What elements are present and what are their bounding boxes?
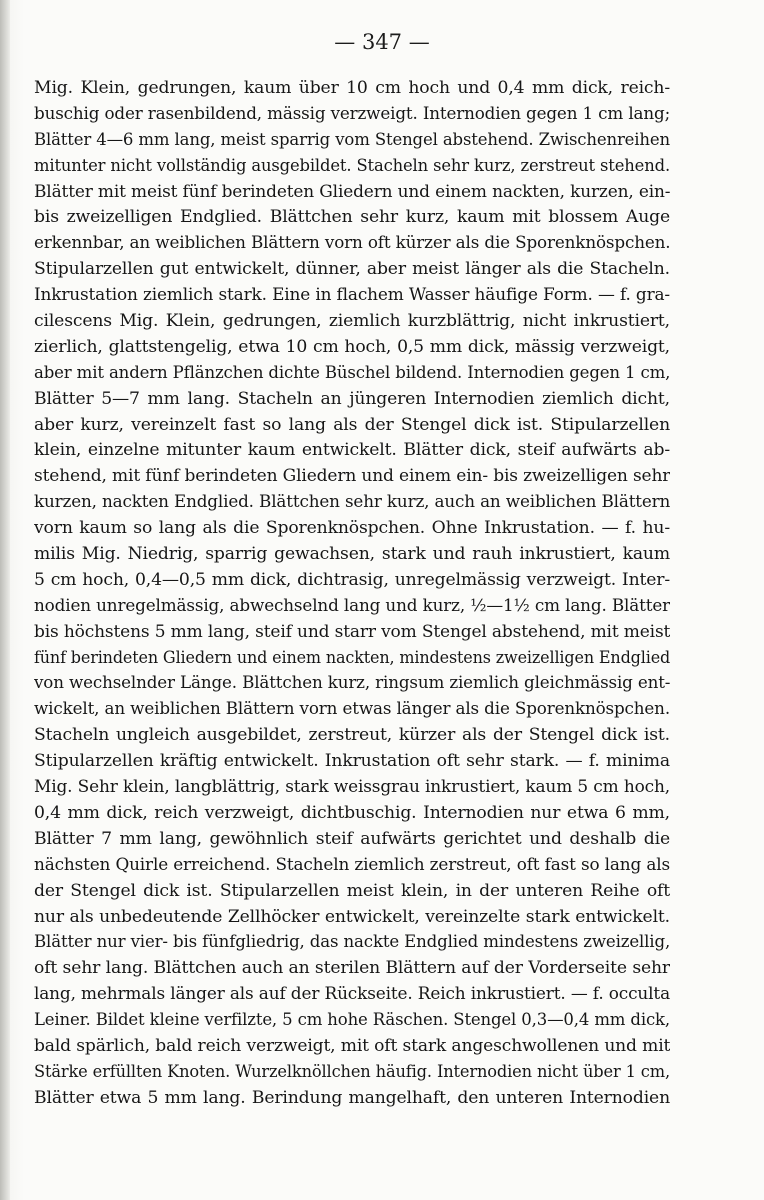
text-line: milis Mig. Niedrig, sparrig gewachsen, stark und rauh inkrustiert, kaum <box>34 544 670 565</box>
text-line: lang, mehrmals länger als auf der Rückseite. Reich inkrustiert. — f. occulta <box>34 984 670 1005</box>
text-line: oft sehr lang. Blättchen auch an sterilen Blättern auf der Vorderseite sehr <box>34 958 670 979</box>
text-line: nur als unbedeutende Zellhöcker entwickelt, vereinzelte stark entwickelt. <box>34 906 670 927</box>
text-line: aber mit andern Pflänzchen dichte Büschel bildend. Internodien gegen 1 cm, <box>34 362 670 383</box>
text-line: 5 cm hoch, 0,4—0,5 mm dick, dichtrasig, unregelmässig verzweigt. Inter- <box>34 569 670 590</box>
text-line: zierlich, glattstengelig, etwa 10 cm hoch, 0,5 mm dick, mässig verzweigt, <box>34 336 670 357</box>
text-line: buschig oder rasenbildend, mässig verzweigt. Internodien gegen 1 cm lang; <box>34 103 670 124</box>
page-number: — 347 — <box>334 30 430 54</box>
text-line: von wechselnder Länge. Blättchen kurz, ringsum ziemlich gleichmässig ent- <box>34 673 670 694</box>
text-line: Blätter nur vier- bis fünfgliedrig, das nackte Endglied mindestens zweizellig, <box>34 932 670 953</box>
text-line: Stacheln ungleich ausgebildet, zerstreut, kürzer als der Stengel dick ist. <box>34 725 670 746</box>
text-line: 0,4 mm dick, reich verzweigt, dichtbuschig. Internodien nur etwa 6 mm, <box>34 802 670 823</box>
text-line: wickelt, an weiblichen Blättern vorn etwas länger als die Sporenknöspchen. <box>34 699 670 720</box>
text-line: nodien unregelmässig, abwechselnd lang und kurz, ½—1½ cm lang. Blätter <box>34 595 670 616</box>
text-line: bis höchstens 5 mm lang, steif und starr vom Stengel abstehend, mit meist <box>34 621 670 642</box>
text-line: Leiner. Bildet kleine verfilzte, 5 cm hohe Räschen. Stengel 0,3—0,4 mm dick, <box>34 1010 670 1031</box>
text-line: klein, einzelne mitunter kaum entwickelt. Blätter dick, steif aufwärts ab- <box>34 440 670 461</box>
text-line: Stipularzellen gut entwickelt, dünner, aber meist länger als die Stacheln. <box>34 259 670 280</box>
text-line: bis zweizelligen Endglied. Blättchen sehr kurz, kaum mit blossem Auge <box>34 207 670 228</box>
body-text <box>34 76 670 1112</box>
text-line: Stärke erfüllten Knoten. Wurzelknöllchen häufig. Internodien nicht über 1 cm, <box>34 1061 670 1082</box>
text-line: Blätter 4—6 mm lang, meist sparrig vom Stengel abstehend. Zwischenreihen <box>34 129 670 150</box>
text-line: bald spärlich, bald reich verzweigt, mit oft stark angeschwollenen und mit <box>34 1035 670 1056</box>
text-line: nächsten Quirle erreichend. Stacheln ziemlich zerstreut, oft fast so lang als <box>34 854 670 875</box>
text-line: fünf berindeten Gliedern und einem nackten, mindestens zweizelligen Endglied <box>34 647 670 668</box>
text-line: stehend, mit fünf berindeten Gliedern und einem ein- bis zweizelligen sehr <box>34 466 670 487</box>
text-line: mitunter nicht vollständig ausgebildet. Stacheln sehr kurz, zerstreut stehend. <box>34 155 670 176</box>
text-line: Blätter mit meist fünf berindeten Gliedern und einem nackten, kurzen, ein- <box>34 181 670 202</box>
text-line: Mig. Sehr klein, langblättrig, stark weissgrau inkrustiert, kaum 5 cm hoch, <box>34 777 670 798</box>
text-line: Blätter 5—7 mm lang. Stacheln an jüngeren Internodien ziemlich dicht, <box>34 388 670 409</box>
text-line: der Stengel dick ist. Stipularzellen meist klein, in der unteren Reihe oft <box>34 880 670 901</box>
text-line: cilescens Mig. Klein, gedrungen, ziemlich kurzblättrig, nicht inkrustiert, <box>34 311 670 332</box>
text-line: Blätter 7 mm lang, gewöhnlich steif aufwärts gerichtet und deshalb die <box>34 828 670 849</box>
text-line: Inkrustation ziemlich stark. Eine in flachem Wasser häufige Form. — f. gra- <box>34 285 670 306</box>
page-gutter-shadow <box>0 0 10 1200</box>
text-line: kurzen, nackten Endglied. Blättchen sehr kurz, auch an weiblichen Blättern <box>34 492 670 513</box>
text-line: Stipularzellen kräftig entwickelt. Inkrustation oft sehr stark. — f. minima <box>34 751 670 772</box>
text-line: erkennbar, an weiblichen Blättern vorn oft kürzer als die Sporenknöspchen. <box>34 233 670 254</box>
text-line: aber kurz, vereinzelt fast so lang als der Stengel dick ist. Stipularzellen <box>34 414 670 435</box>
text-line: Mig. Klein, gedrungen, kaum über 10 cm hoch und 0,4 mm dick, reich- <box>34 78 670 98</box>
text-line: Blätter etwa 5 mm lang. Berindung mangelhaft, den unteren Internodien <box>34 1087 670 1108</box>
text-line: vorn kaum so lang als die Sporenknöspchen. Ohne Inkrustation. — f. hu- <box>34 518 670 539</box>
